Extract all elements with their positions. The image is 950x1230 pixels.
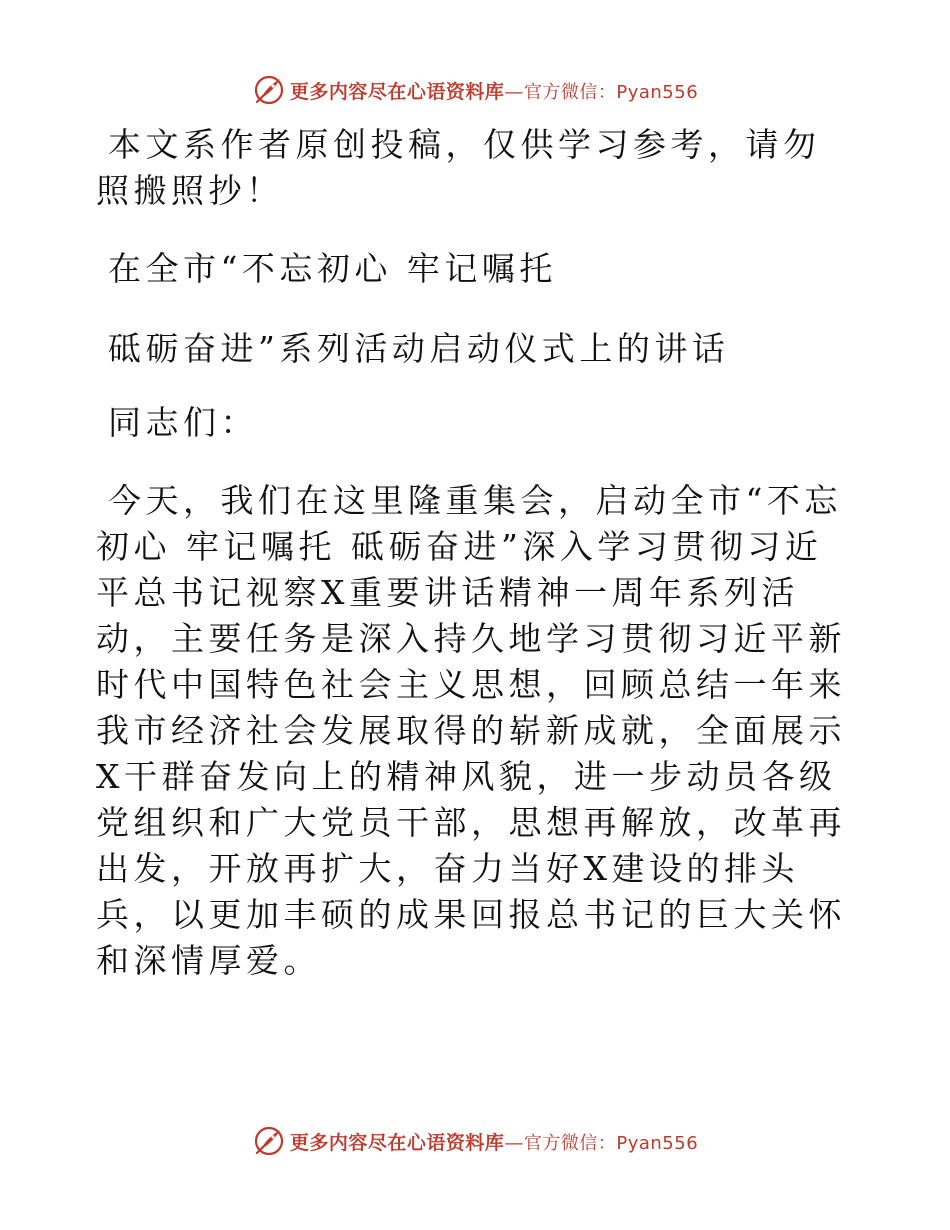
header-banner	[0, 70, 950, 110]
header-banner-text	[290, 77, 698, 104]
quill-pen-logo-icon	[252, 1124, 286, 1158]
copyright-notice: 本文系作者原创投稿，仅供学习参考，请勿照搬照抄！	[96, 125, 821, 210]
document-body	[96, 120, 856, 984]
footer-banner-dash: —	[504, 1131, 524, 1154]
header-banner-main: 更多内容尽在心语资料库	[289, 80, 505, 103]
speech-title-line-1: 在全市“不忘初心 牢记嘱托	[108, 249, 557, 288]
footer-banner-wechat: 官方微信：Pyan556	[523, 1132, 699, 1154]
speech-title-line-2: 砥砺奋进”系列活动启动仪式上的讲话	[108, 329, 730, 368]
header-banner-wechat: 官方微信：Pyan556	[523, 81, 699, 103]
footer-banner	[0, 1121, 950, 1161]
body-paragraph: 今天，我们在这里隆重集会，启动全市“不忘初心 牢记嘱托 砥砺奋进”深入学习贯彻习近平总书记视察X重要讲话精神一周年系列活动，主要任务是深入持久地学习贯彻习近平新时代中国特色社会主义思想，回顾总结一年来我市经济社会发展取得的崭新成就，全面展示X干群奋发向上的精神风貌，进一步动员各级党组织和广大党员干部，思想再解放，改革再出发，开放再扩大，奋力当好X建设的排头兵，以更加丰硕的成果回报总书记的巨大关怀和深情厚爱。	[96, 481, 846, 980]
quill-pen-logo-icon	[252, 73, 286, 107]
greeting: 同志们：	[108, 403, 258, 442]
footer-banner-main: 更多内容尽在心语资料库	[289, 1131, 505, 1154]
footer-banner-text	[290, 1128, 698, 1155]
header-banner-dash: —	[504, 80, 524, 103]
